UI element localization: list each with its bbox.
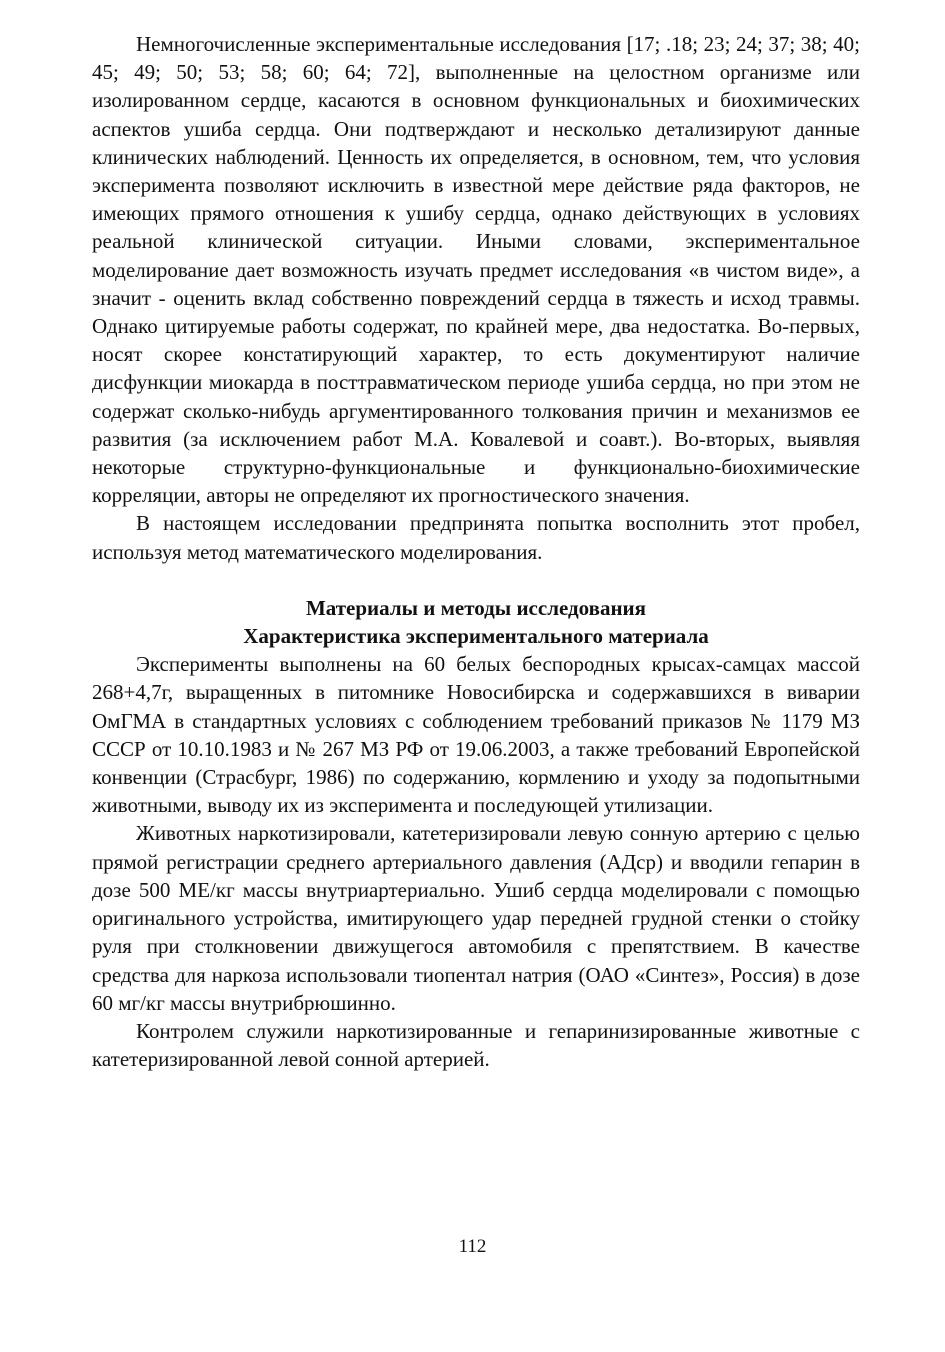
page-number: 112: [458, 1236, 487, 1257]
paragraph-control: Контролем служили наркотизированные и гепаринизированные животные с катетеризированной левой сонной артерией.: [92, 1018, 860, 1072]
subsection-heading: Характеристика экспериментального материала: [243, 624, 709, 649]
paragraph-aim: В настоящем исследовании предпринята попытка восполнить этот пробел, используя метод математического моделирования.: [92, 511, 860, 564]
paragraph-intro: Немногочисленные экспериментальные исследования [17; .18; 23; 24; 37; 38; 40; 45; 49; 50; 53; 58; 60; 64; 72], выполненные на целостном организме или изолированном сердце, касаются в основном функциональных и биохимических аспектов ушиба сердца. Они подтверждают и несколько детализируют данные клинических наблюдений. Ценность их определяется, в основном, тем, что условия эксперимента позволяют исключить в известной мере действие ряда факторов, не имеющих прямого отношения к ушибу сердца, однако действующих в условиях реальной клинической ситуации. Иными словами, экспериментальное моделирование дает возможность изучать предмет исследования «в чистом виде», а значит - оценить вклад собственно повреждений сердца в тяжесть и исход травмы. Однако цитируемые работы содержат, по крайней мере, два недостатка. Во-первых, носят скорее констатирующий характер, то есть документируют наличие дисфункции миокарда в посттравматическом периоде ушиба сердца, но при этом не содержат сколько-нибудь аргументированного толкования причин и механизмов ее развития (за исключением работ М.А. Ковалевой и соавт.). Во-вторых, выявляя некоторые структурно-функциональные и функционально-биохимические корреляции, авторы не определяют их прогностического значения.: [92, 32, 860, 508]
paragraph-anesthesia: Животных наркотизировали, катетеризировали левую сонную артерию с целью прямой регистрации среднего артериального давления (АДср) и вводили гепарин в дозе 500 МЕ/кг массы внутриартериально. Ушиб сердца моделировали с помощью оригинального устройства, имитирующего удар передней грудной стенки о стойку руля при столкновении движущегося автомобиля с препятствием. В качестве средства для наркоза использовали тиопентал натрия (ОАО «Синтез», Россия) в дозе 60 мг/кг массы внутрибрюшинно.: [92, 821, 860, 1015]
section-heading: Материалы и методы исследования: [305, 595, 647, 620]
paragraph-experiments: Эксперименты выполнены на 60 белых беспородных крысах-самцах массой 268+4,7г, выращенных в питомнике Новосибирска и содержавшихся в виварии ОмГМА в стандартных условиях с соблюдением требований приказов № 1179 МЗ СССР от 10.10.1983 и № 267 МЗ РФ от 19.06.2003, а также требований Европейской конвенции (Страсбург, 1986) по содержанию, кормлению и уходу за подопытными животными, выводу их из эксперимента и последующей утилизации.: [92, 652, 860, 818]
page-body: [92, 30, 860, 1073]
section-gap: [92, 566, 860, 594]
